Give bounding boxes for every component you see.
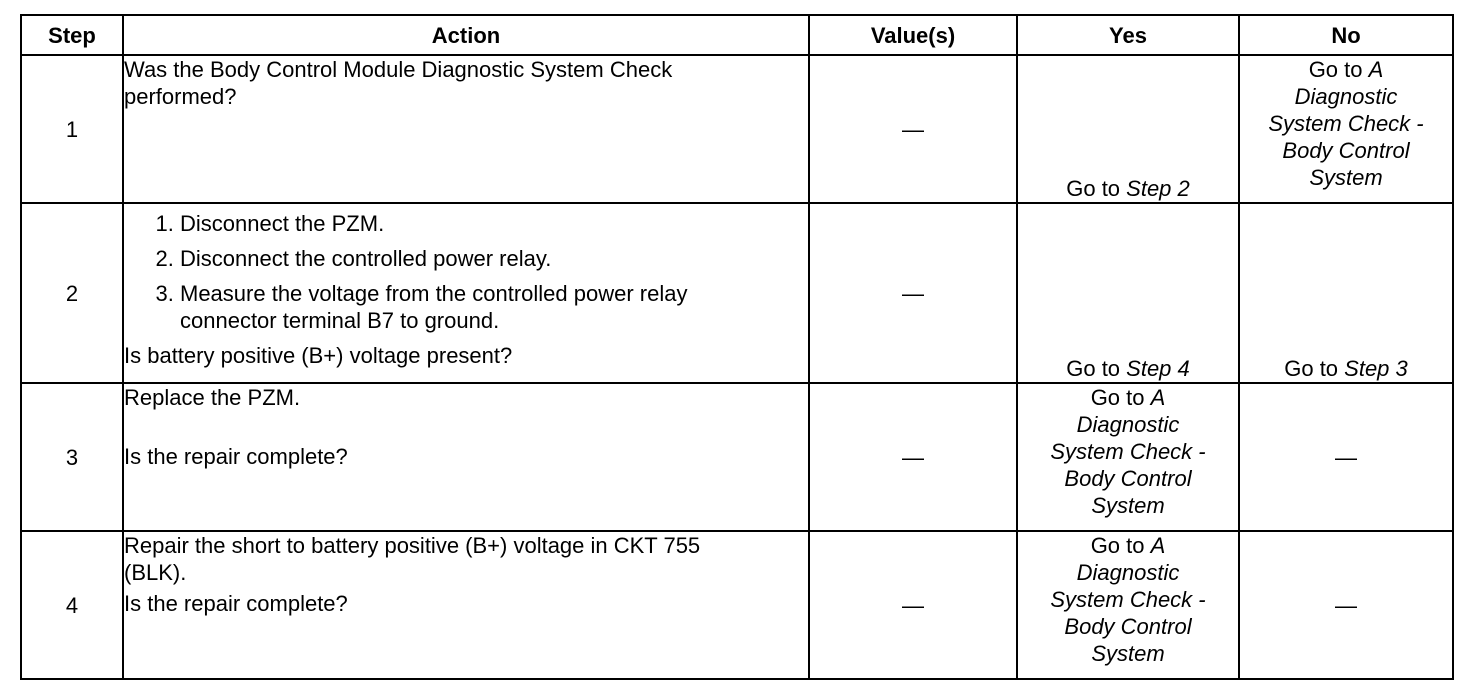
action-cell bbox=[123, 203, 809, 383]
value-cell: — bbox=[809, 383, 1017, 531]
table-row bbox=[21, 531, 1453, 679]
step-number: 2 bbox=[21, 203, 123, 383]
action-question: Is battery positive (B+) voltage present? bbox=[124, 343, 513, 368]
yes-cell bbox=[1017, 531, 1239, 679]
yes-cell bbox=[1017, 383, 1239, 531]
action-cell bbox=[123, 55, 809, 203]
no-link[interactable]: Step 3 bbox=[1344, 356, 1408, 381]
yes-prefix: Go to bbox=[1090, 385, 1151, 410]
yes-prefix: Go to bbox=[1066, 176, 1127, 201]
yes-cell bbox=[1017, 55, 1239, 203]
yes-link[interactable]: A Diagnostic System Check - Body Control System bbox=[1050, 385, 1206, 518]
action-question: Is the repair complete? bbox=[124, 444, 348, 469]
action-step-item: 2. Disconnect the controlled power relay. bbox=[180, 245, 808, 272]
table-header-row bbox=[21, 15, 1453, 55]
yes-prefix: Go to bbox=[1090, 533, 1151, 558]
no-prefix: Go to bbox=[1308, 57, 1369, 82]
header-step: Step bbox=[21, 15, 123, 55]
action-question: Is the repair complete? bbox=[124, 591, 348, 616]
table-row bbox=[21, 55, 1453, 203]
action-step-item: 3. Measure the voltage from the controlled power relay connector terminal B7 to ground. bbox=[180, 280, 780, 334]
header-yes: Yes bbox=[1017, 15, 1239, 55]
yes-prefix: Go to bbox=[1066, 356, 1127, 381]
yes-link[interactable]: Step 4 bbox=[1126, 356, 1190, 381]
yes-cell bbox=[1017, 203, 1239, 383]
action-text: Was the Body Control Module Diagnostic System Check performed? bbox=[124, 57, 673, 109]
yes-link[interactable]: A Diagnostic System Check - Body Control System bbox=[1050, 533, 1206, 666]
step-number: 4 bbox=[21, 531, 123, 679]
table-row bbox=[21, 383, 1453, 531]
value-cell: — bbox=[809, 531, 1017, 679]
no-cell: — bbox=[1239, 531, 1453, 679]
diagnostic-table bbox=[20, 14, 1454, 680]
value-cell: — bbox=[809, 55, 1017, 203]
yes-link[interactable]: Step 2 bbox=[1126, 176, 1190, 201]
action-cell bbox=[123, 383, 809, 531]
value-cell: — bbox=[809, 203, 1017, 383]
no-cell bbox=[1239, 203, 1453, 383]
action-steps-list bbox=[124, 210, 808, 334]
action-text: Repair the short to battery positive (B+) voltage in CKT 755 (BLK). bbox=[124, 533, 701, 585]
header-values: Value(s) bbox=[809, 15, 1017, 55]
table-row bbox=[21, 203, 1453, 383]
action-cell bbox=[123, 531, 809, 679]
action-step-item: 1. Disconnect the PZM. bbox=[180, 210, 808, 237]
no-prefix: Go to bbox=[1284, 356, 1345, 381]
step-number: 3 bbox=[21, 383, 123, 531]
no-cell: — bbox=[1239, 383, 1453, 531]
header-action: Action bbox=[123, 15, 809, 55]
header-no: No bbox=[1239, 15, 1453, 55]
no-cell bbox=[1239, 55, 1453, 203]
no-link[interactable]: A Diagnostic System Check - Body Control System bbox=[1268, 57, 1424, 190]
step-number: 1 bbox=[21, 55, 123, 203]
action-text: Replace the PZM. bbox=[124, 385, 301, 410]
